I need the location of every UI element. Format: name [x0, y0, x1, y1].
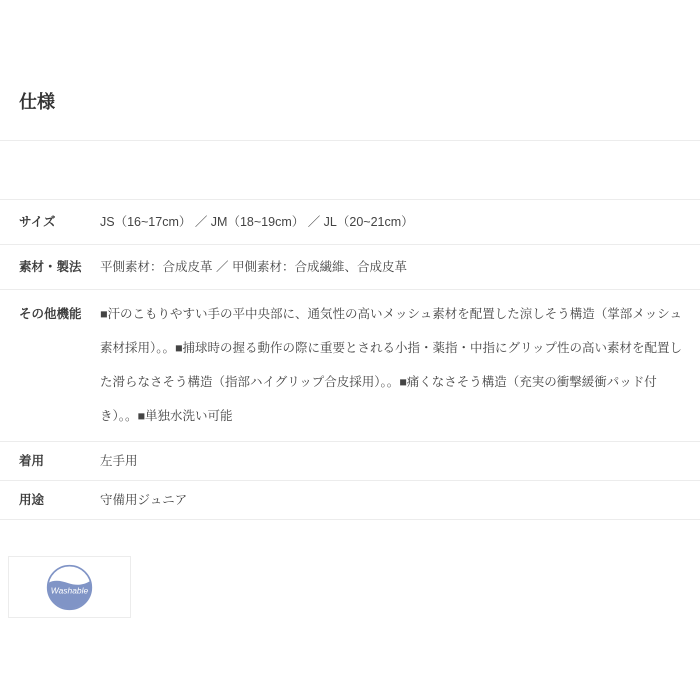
spec-row-material	[0, 245, 700, 290]
spec-row-wear	[0, 442, 700, 481]
spec-row-features	[0, 290, 700, 442]
spec-value-wear: 左手用	[100, 454, 138, 468]
spec-label-size: サイズ	[19, 215, 56, 229]
washable-badge-box	[8, 556, 131, 618]
spec-label-wear: 着用	[19, 454, 45, 468]
spec-value-use: 守備用ジュニア	[100, 493, 188, 507]
spec-table	[0, 199, 700, 520]
spec-label-material: 素材・製法	[19, 260, 82, 274]
spec-row-size	[0, 200, 700, 245]
section-divider	[0, 140, 700, 141]
spec-label-features: その他機能	[19, 307, 82, 321]
washable-label: Washable	[50, 585, 89, 596]
washable-icon	[46, 564, 93, 611]
spec-label-use: 用途	[19, 493, 45, 507]
spec-value-size: JS（16~17cm） ／ JM（18~19cm） ／ JL（20~21cm）	[100, 215, 414, 229]
page-title: 仕様	[19, 92, 55, 112]
spec-row-use	[0, 481, 700, 520]
spec-value-features: ■汗のこもりやすい手の平中央部に、通気性の高いメッシュ素材を配置した涼しそう構造（掌部メッシュ素材採用）。。■捕球時の握る動作の際に重要とされる小指・薬指・中指にグリップ性の高い素材を配置した滑らなさそう構造（指部ハイグリップ合皮採用）。。■痛くなさそう構造（充実の衝撃緩衝パッド付き）。。■単独水洗い可能	[100, 307, 683, 423]
spec-value-material: 平側素材：合成皮革 ／ 甲側素材：合成繊維、合成皮革	[100, 260, 407, 274]
